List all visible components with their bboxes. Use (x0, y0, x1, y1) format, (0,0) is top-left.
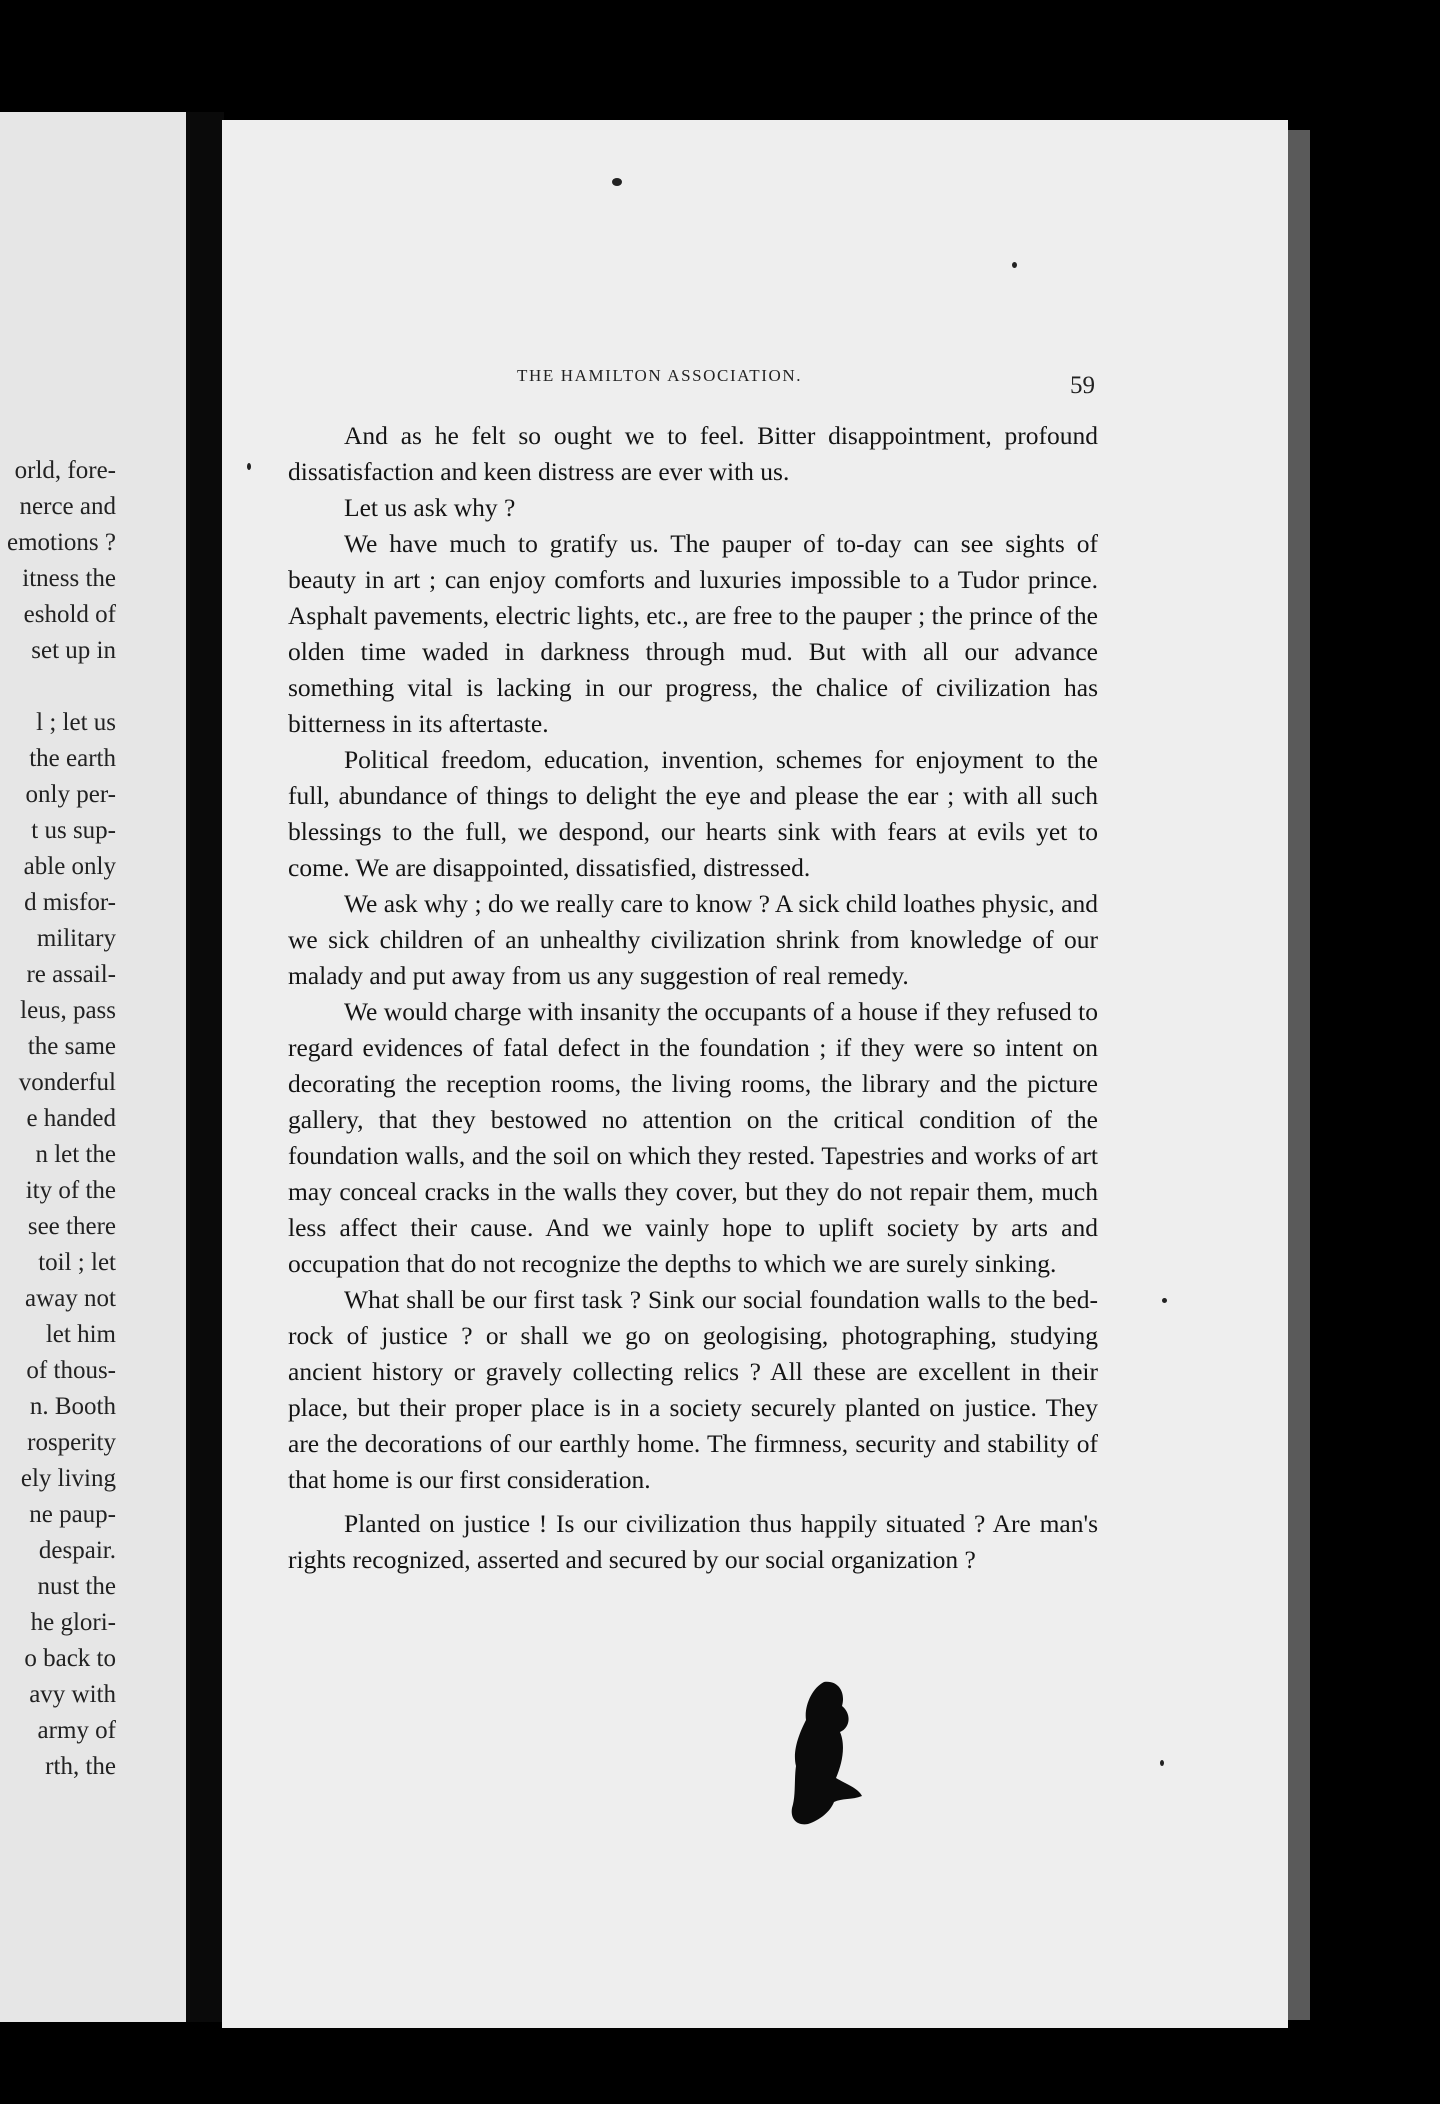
running-head: THE HAMILTON ASSOCIATION. (517, 366, 803, 385)
left-page-line: n. Booth (29, 1393, 116, 1420)
ink-blot-stain (786, 1680, 864, 1826)
left-page-line: army of (37, 1717, 116, 1744)
left-page-line: toil ; let (38, 1249, 116, 1276)
paper-speck (247, 463, 251, 470)
paragraph: Planted on justice ! Is our civilization thus happily situated ? Are man's rights recognized, asserted and secured by our social organization ? (288, 1509, 1098, 1574)
left-page-line: nust the (37, 1573, 116, 1600)
paragraph: Political freedom, education, invention, schemes for enjoyment to the full, abundance of things to delight the eye and please the ear ; with all such blessings to the full, we despond, our hearts sink with fears at evils yet to come. We are disappointed, dissatisfied, distressed. (288, 745, 1098, 882)
left-page-line: avy with (29, 1681, 116, 1708)
left-page-line: e handed (26, 1105, 116, 1132)
left-page-line: rosperity (27, 1429, 116, 1456)
left-page-line: re assail- (26, 961, 116, 988)
left-page-line: away not (25, 1285, 116, 1312)
left-page-line: vonderful (18, 1069, 116, 1096)
left-page (0, 112, 186, 2022)
paper-speck (1012, 262, 1017, 268)
left-page-line: itness the (22, 565, 116, 592)
paragraph: Let us ask why ? (344, 493, 516, 522)
left-page-line: t us sup- (31, 817, 116, 844)
left-page-line: emotions ? (6, 529, 116, 556)
left-page-line: n let the (35, 1141, 116, 1168)
left-page-line: o back to (24, 1645, 116, 1672)
left-page-line: d misfor- (24, 889, 116, 916)
paper-speck (1162, 1298, 1167, 1303)
left-page-line: rth, the (45, 1753, 116, 1780)
left-page-line: leus, pass (20, 997, 116, 1024)
left-page-line: military (36, 925, 116, 952)
left-page-line: ity of the (25, 1177, 116, 1204)
paragraph: We have much to gratify us. The pauper of to-day can see sights of beauty in art ; can enjoy comforts and luxuries impossible to a Tudor prince. Asphalt pavements, electric lights, etc., are free to the pauper ; the prince of the olden time waded in darkness through mud. But with all our advance something vital is lacking in our progress, the chalice of civilization has bitterness in its aftertaste. (288, 529, 1098, 738)
left-page-line (7, 669, 116, 705)
book-spine-gutter (186, 112, 224, 2022)
paragraph: And as he felt so ought we to feel. Bitter disappointment, profound dissatisfaction and keen distress are ever with us. (288, 421, 1098, 486)
left-page-line: able only (23, 853, 116, 880)
left-page-line: eshold of (23, 601, 116, 628)
left-page-line: ne paup- (29, 1501, 116, 1528)
left-page-line: he glori- (30, 1609, 116, 1636)
left-page-line: see there (27, 1213, 116, 1240)
paper-speck (612, 178, 622, 186)
paragraph: We would charge with insanity the occupants of a house if they refused to regard evidences of fatal defect in the foundation ; if they were so intent on decorating the reception rooms, the living rooms, the library and the picture gallery, that they bestowed no attention on the critical condition of the foundation walls, and the soil on which they rested. Tapestries and works of art may conceal cracks in the walls they cover, but they do not repair them, much less affect their cause. And we vainly hope to uplift society by arts and occupation that do not recognize the depths to which we are surely sinking. (288, 997, 1098, 1278)
paragraph: We ask why ; do we really care to know ? A sick child loathes physic, and we sick children of an unhealthy civilization shrink from knowledge of our malady and put away from us any suggestion of real remedy. (288, 889, 1098, 990)
left-page-line: set up in (31, 637, 116, 664)
left-page-line: ely living (20, 1465, 116, 1492)
page-number: 59 (1070, 372, 1095, 399)
page-edge-shadow (1288, 130, 1310, 2020)
left-page-line: of thous- (26, 1357, 116, 1384)
paragraph: What shall be our first task ? Sink our social foundation walls to the bed-rock of justice ? or shall we go on geologising, photographing, studying ancient history or gravely collecting relics ? All these are excellent in their place, but their proper place is in a society securely planted on justice. They are the decorations of our earthly home. The firmness, security and stability of that home is our first consideration. (288, 1285, 1098, 1494)
paper-speck (1160, 1760, 1164, 1766)
left-page-line: l ; let us (36, 709, 116, 736)
left-page-line: the earth (29, 745, 116, 772)
left-page-text (7, 453, 116, 1785)
body-text (288, 418, 1098, 1578)
left-page-line: let him (45, 1321, 116, 1348)
left-page-line: only per- (25, 781, 116, 808)
left-page-line: despair. (38, 1537, 116, 1564)
left-page-line: the same (27, 1033, 116, 1060)
left-page-line: nerce and (19, 493, 116, 520)
left-page-line: orld, fore- (14, 457, 116, 484)
